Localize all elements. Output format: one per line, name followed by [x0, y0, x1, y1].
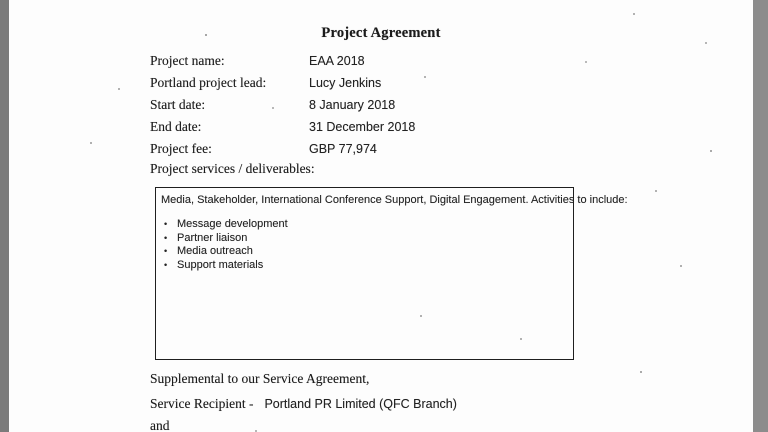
list-item [156, 245, 573, 259]
field-value: 8 January 2018 [309, 97, 396, 112]
field-row-project-lead [0, 75, 768, 93]
document-title: Project Agreement [321, 25, 441, 41]
field-row-project-name [0, 53, 768, 71]
field-label: Start date: [150, 97, 206, 112]
field-row-services-deliverables [0, 161, 768, 179]
field-row-start-date [0, 97, 768, 115]
field-value: 31 December 2018 [309, 119, 416, 134]
field-label: End date: [150, 119, 202, 134]
service-recipient-value: Portland PR Limited (QFC Branch) [264, 397, 457, 411]
list-item [156, 259, 573, 273]
deliverables-intro: Media, Stakeholder, International Conference Support, Digital Engagement. Activities to include: [161, 194, 628, 206]
field-value: GBP 77,974 [309, 141, 377, 156]
field-value: EAA 2018 [309, 53, 365, 68]
field-row-end-date [0, 119, 768, 137]
bullet-icon: • [164, 259, 168, 270]
field-value: Lucy Jenkins [309, 75, 382, 90]
service-recipient-label: Service Recipient - [150, 396, 254, 411]
list-item-text: Support materials [177, 258, 264, 271]
bullet-icon: • [164, 232, 168, 243]
and-line: and [150, 418, 170, 432]
field-label: Project fee: [150, 141, 212, 156]
bullet-icon: • [164, 219, 168, 229]
field-row-project-fee [0, 141, 768, 159]
supplemental-line: Supplemental to our Service Agreement, [150, 371, 370, 386]
service-recipient-line [150, 396, 457, 412]
list-item-text: Media outreach [177, 245, 253, 257]
deliverables-list [156, 218, 573, 272]
bullet-icon: • [164, 246, 168, 256]
list-item [156, 218, 573, 232]
list-item-text: Partner liaison [177, 231, 248, 244]
field-label: Portland project lead: [150, 75, 267, 90]
deliverables-box [155, 187, 628, 360]
field-label: Project name: [150, 53, 225, 68]
list-item-text: Message development [177, 218, 288, 230]
field-label: Project services / deliverables: [150, 161, 315, 176]
scan-noise [205, 34, 207, 36]
list-item [156, 232, 573, 246]
